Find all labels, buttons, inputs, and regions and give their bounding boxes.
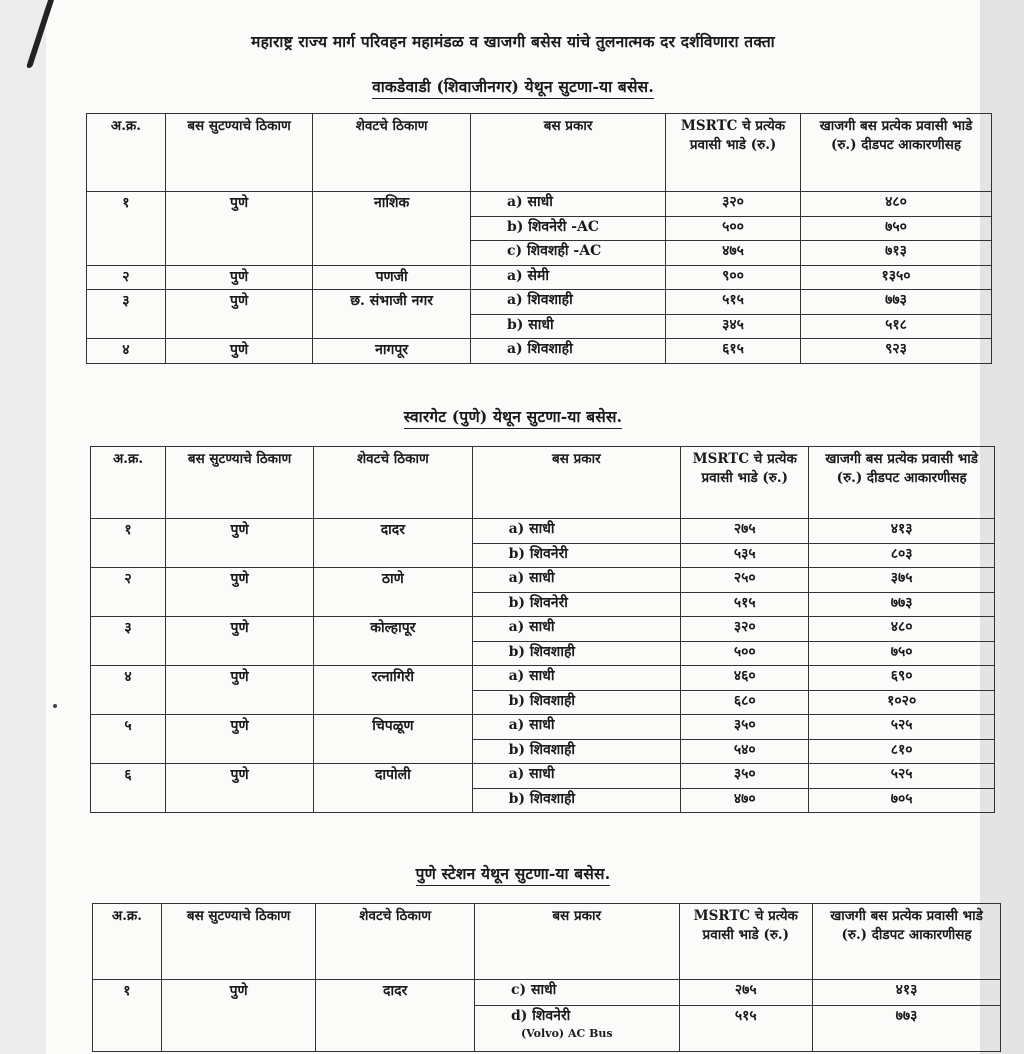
serial-cell: ४ [91,666,166,715]
bus-type-label: c) शिवशही -AC [506,243,602,259]
bus-type-label: a) साधी [508,570,555,586]
private-fare-cell: ७५० [801,216,992,241]
destination-cell: नागपूर [313,339,471,364]
msrtc-fare-cell: ३५० [681,715,809,740]
bus-type-label: a) साधी [508,717,555,733]
bus-type-label: b) शिवनेरी [508,545,568,562]
header-private-fare: खाजगी बस प्रत्येक प्रवासी भाडे (रु.) दीडपट आकारणीसह [813,904,1001,980]
origin-cell: पुणे [165,265,312,290]
private-fare-cell: १३५० [801,265,992,290]
private-fare-cell: ८०३ [809,543,995,568]
msrtc-fare-cell: २५० [681,568,809,593]
bus-type-label: a) साधी [508,766,555,782]
origin-cell: पुणे [166,617,314,666]
serial-cell: ६ [91,764,166,813]
destination-cell: चिपळूण [314,715,472,764]
header-serial: अ.क्र. [93,904,162,980]
destination-cell: छ. संभाजी नगर [313,290,471,339]
msrtc-fare-cell: २७५ [679,980,813,1006]
private-fare-cell: ४८० [809,617,995,642]
bus-type-cell [474,1006,679,1052]
bus-type-label: c) साधी [510,982,557,998]
bus-type-label: b) शिवशाही [508,790,576,807]
private-fare-cell: ५२५ [809,764,995,789]
msrtc-fare-cell: ५१५ [681,592,809,617]
bus-type-cell [472,788,681,813]
section-2-title: स्वारगेट (पुणे) येथून सुटणा-या बसेस. [46,405,980,429]
bus-type-label: b) शिवनेरी -AC [506,218,600,235]
header-bus-type: बस प्रकार [472,447,681,519]
msrtc-fare-cell: ६८० [681,690,809,715]
destination-cell: ठाणे [314,568,472,617]
bus-type-label: b) शिवशाही [508,692,576,709]
bus-type-label: b) साधी [506,316,554,333]
msrtc-fare-cell: ३२० [666,192,801,217]
msrtc-fare-cell: ४६० [681,666,809,691]
msrtc-fare-cell: ९०० [666,265,801,290]
private-fare-cell: ४१३ [809,519,995,544]
document-title: महाराष्ट्र राज्य मार्ग परिवहन महामंडळ व खाजगी बसेस यांचे तुलनात्मक दर दर्शविणारा तक्ता [251,32,775,51]
private-fare-cell: ४८० [801,192,992,217]
header-bus-type: बस प्रकार [470,114,665,192]
section-3-title: पुणे स्टेशन येथून सुटणा-या बसेस. [46,862,980,886]
private-fare-cell: ७७३ [801,290,992,315]
table-row [93,980,1001,1006]
header-private-fare: खाजगी बस प्रत्येक प्रवासी भाडे (रु.) दीडपट आकारणीसह [809,447,995,519]
msrtc-fare-cell: ५४० [681,739,809,764]
msrtc-fare-cell: ५०० [681,641,809,666]
fare-table-pune-station [92,903,1001,1052]
destination-cell: रत्नागिरी [314,666,472,715]
serial-cell: १ [93,980,162,1052]
bus-type-cell [472,519,681,544]
bus-type-label: d) शिवनेरी [510,1008,571,1024]
table-header-row [93,904,1001,980]
bus-type-label: a) साधी [508,619,555,635]
header-msrtc-fare: MSRTC चे प्रत्येक प्रवासी भाडे (रु.) [679,904,813,980]
private-fare-cell: ७७३ [813,1006,1001,1052]
destination-cell: दादर [314,519,472,568]
bus-type-label: b) शिवशाही [508,741,576,758]
origin-cell: पुणे [161,980,315,1052]
private-fare-cell: ६९० [809,666,995,691]
bus-type-cell [470,339,665,364]
serial-cell: २ [91,568,166,617]
header-origin: बस सुटण्याचे ठिकाण [166,447,314,519]
bus-type-cell [472,764,681,789]
bus-type-cell [472,715,681,740]
msrtc-fare-cell: ४७५ [666,241,801,266]
bus-type-label: a) सेमी [506,267,550,284]
bus-type-cell [470,265,665,290]
destination-cell: कोल्हापूर [314,617,472,666]
serial-cell: ३ [87,290,166,339]
serial-cell: २ [87,265,166,290]
table-row [87,290,992,315]
bus-type-label: a) साधी [508,668,555,684]
destination-cell: नाशिक [313,192,471,266]
bus-type-cell [472,568,681,593]
bus-type-label: b) शिवनेरी [508,594,568,611]
origin-cell: पुणे [166,519,314,568]
origin-cell: पुणे [166,764,314,813]
serial-cell: १ [87,192,166,266]
destination-cell: दादर [316,980,475,1052]
msrtc-fare-cell: ३२० [681,617,809,642]
bus-type-label: a) शिवशाही [506,341,573,357]
private-fare-cell: ७५० [809,641,995,666]
table-row [87,192,992,217]
origin-cell: पुणे [165,290,312,339]
fare-table-wakdewadi [86,113,992,364]
document-page [46,0,983,1054]
table-header-row [87,114,992,192]
bus-type-label: a) साधी [508,521,555,537]
serial-cell: १ [91,519,166,568]
table-row [91,617,995,642]
speck [53,704,57,708]
bus-type-cell [470,314,665,339]
msrtc-fare-cell: ६१५ [666,339,801,364]
section-1-title: वाकडेवाडी (शिवाजीनगर) येथून सुटणा-या बसेस. [46,75,980,99]
msrtc-fare-cell: २७५ [681,519,809,544]
bus-type-label: b) शिवशाही [508,643,576,660]
bus-type-cell [472,739,681,764]
private-fare-cell: १०२० [809,690,995,715]
table-row [91,519,995,544]
header-destination: शेवटचे ठिकाण [313,114,471,192]
bus-type-note: (Volvo) AC Bus [520,1027,613,1040]
table-row [91,715,995,740]
bus-type-cell [470,241,665,266]
private-fare-cell: ८१० [809,739,995,764]
private-fare-cell: ७१३ [801,241,992,266]
bus-type-cell [472,617,681,642]
table-row [87,339,992,364]
bus-type-cell [472,543,681,568]
table-row [91,568,995,593]
bus-type-cell [470,290,665,315]
bus-type-label: a) शिवशाही [506,292,573,308]
bus-type-cell [472,666,681,691]
header-serial: अ.क्र. [87,114,166,192]
header-bus-type: बस प्रकार [474,904,679,980]
destination-cell: दापोली [314,764,472,813]
table-header-row [91,447,995,519]
header-origin: बस सुटण्याचे ठिकाण [165,114,312,192]
header-destination: शेवटचे ठिकाण [314,447,472,519]
header-origin: बस सुटण्याचे ठिकाण [161,904,315,980]
header-serial: अ.क्र. [91,447,166,519]
bus-type-cell [474,980,679,1006]
destination-cell: पणजी [313,265,471,290]
table-row [91,666,995,691]
bus-type-cell [470,192,665,217]
private-fare-cell: ३७५ [809,568,995,593]
msrtc-fare-cell: ४७० [681,788,809,813]
table-row [87,265,992,290]
bus-type-label: a) साधी [506,194,553,210]
origin-cell: पुणे [166,666,314,715]
serial-cell: ३ [91,617,166,666]
private-fare-cell: ४१३ [813,980,1001,1006]
header-destination: शेवटचे ठिकाण [316,904,475,980]
header-private-fare: खाजगी बस प्रत्येक प्रवासी भाडे (रु.) दीडपट आकारणीसह [801,114,992,192]
bus-type-cell [470,216,665,241]
private-fare-cell: ५२५ [809,715,995,740]
msrtc-fare-cell: ५०० [666,216,801,241]
private-fare-cell: ७०५ [809,788,995,813]
origin-cell: पुणे [165,339,312,364]
header-msrtc-fare: MSRTC चे प्रत्येक प्रवासी भाडे (रु.) [681,447,809,519]
fare-table-swargate [90,446,995,813]
header-msrtc-fare: MSRTC चे प्रत्येक प्रवासी भाडे (रु.) [666,114,801,192]
origin-cell: पुणे [166,568,314,617]
serial-cell: ५ [91,715,166,764]
bus-type-cell [472,690,681,715]
bus-type-cell [472,641,681,666]
msrtc-fare-cell: ५१५ [666,290,801,315]
msrtc-fare-cell: ३५० [681,764,809,789]
private-fare-cell: ५१८ [801,314,992,339]
bus-type-cell [472,592,681,617]
serial-cell: ४ [87,339,166,364]
private-fare-cell: ७७३ [809,592,995,617]
table-row [91,764,995,789]
msrtc-fare-cell: ३४५ [666,314,801,339]
private-fare-cell: ९२३ [801,339,992,364]
msrtc-fare-cell: ५१५ [679,1006,813,1052]
origin-cell: पुणे [166,715,314,764]
origin-cell: पुणे [165,192,312,266]
msrtc-fare-cell: ५३५ [681,543,809,568]
background-left [0,0,46,1054]
